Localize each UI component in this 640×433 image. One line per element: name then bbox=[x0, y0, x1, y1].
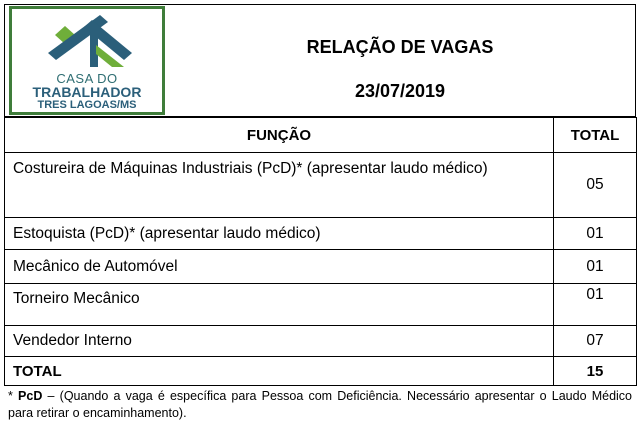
footnote bbox=[4, 386, 636, 422]
vacancies-table bbox=[4, 117, 637, 386]
job-listing-sheet bbox=[4, 4, 636, 422]
logo-text-city: TRES LAGOAS/MS bbox=[37, 99, 137, 111]
page-title: RELAÇÃO DE VAGAS bbox=[306, 37, 494, 57]
logo-text-trabalhador: TRABALHADOR bbox=[32, 84, 142, 100]
table-row bbox=[5, 284, 637, 326]
total-label-cell: TOTAL bbox=[5, 357, 554, 386]
footnote-term: PcD bbox=[18, 389, 43, 403]
job-title-cell: Costureira de Máquinas Industriais (PcD)* (apresentar laudo médico) bbox=[5, 153, 554, 218]
footnote-text: – (Quando a vaga é específica para Pessoa com Deficiência. Necessário apresentar o Laudo Médico para retirar o encaminhamento). bbox=[8, 389, 632, 420]
job-count-cell: 01 bbox=[554, 250, 637, 284]
column-header-total: TOTAL bbox=[554, 118, 637, 153]
job-title-cell: Mecânico de Automóvel bbox=[5, 250, 554, 284]
casa-do-trabalhador-logo bbox=[9, 6, 165, 115]
job-count-cell: 07 bbox=[554, 326, 637, 357]
job-count-cell: 01 bbox=[554, 218, 637, 250]
job-title-cell: Estoquista (PcD)* (apresentar laudo médico) bbox=[5, 218, 554, 250]
table-header-row bbox=[5, 118, 637, 153]
table-row bbox=[5, 218, 637, 250]
job-title-cell: Torneiro Mecânico bbox=[5, 284, 554, 326]
job-count-cell: 05 bbox=[554, 153, 637, 218]
total-value-cell: 15 bbox=[554, 357, 637, 386]
job-count-cell: 01 bbox=[554, 284, 637, 326]
column-header-funcao: FUNÇÃO bbox=[5, 118, 554, 153]
table-total-row bbox=[5, 357, 637, 386]
table-row bbox=[5, 153, 637, 218]
table-row bbox=[5, 250, 637, 284]
footnote-asterisk: * bbox=[8, 389, 19, 403]
table-row bbox=[5, 326, 637, 357]
header bbox=[4, 4, 636, 117]
listing-date: 23/07/2019 bbox=[354, 81, 446, 101]
logo-text-casa-do: CASA DO bbox=[56, 71, 118, 86]
job-title-cell: Vendedor Interno bbox=[5, 326, 554, 357]
